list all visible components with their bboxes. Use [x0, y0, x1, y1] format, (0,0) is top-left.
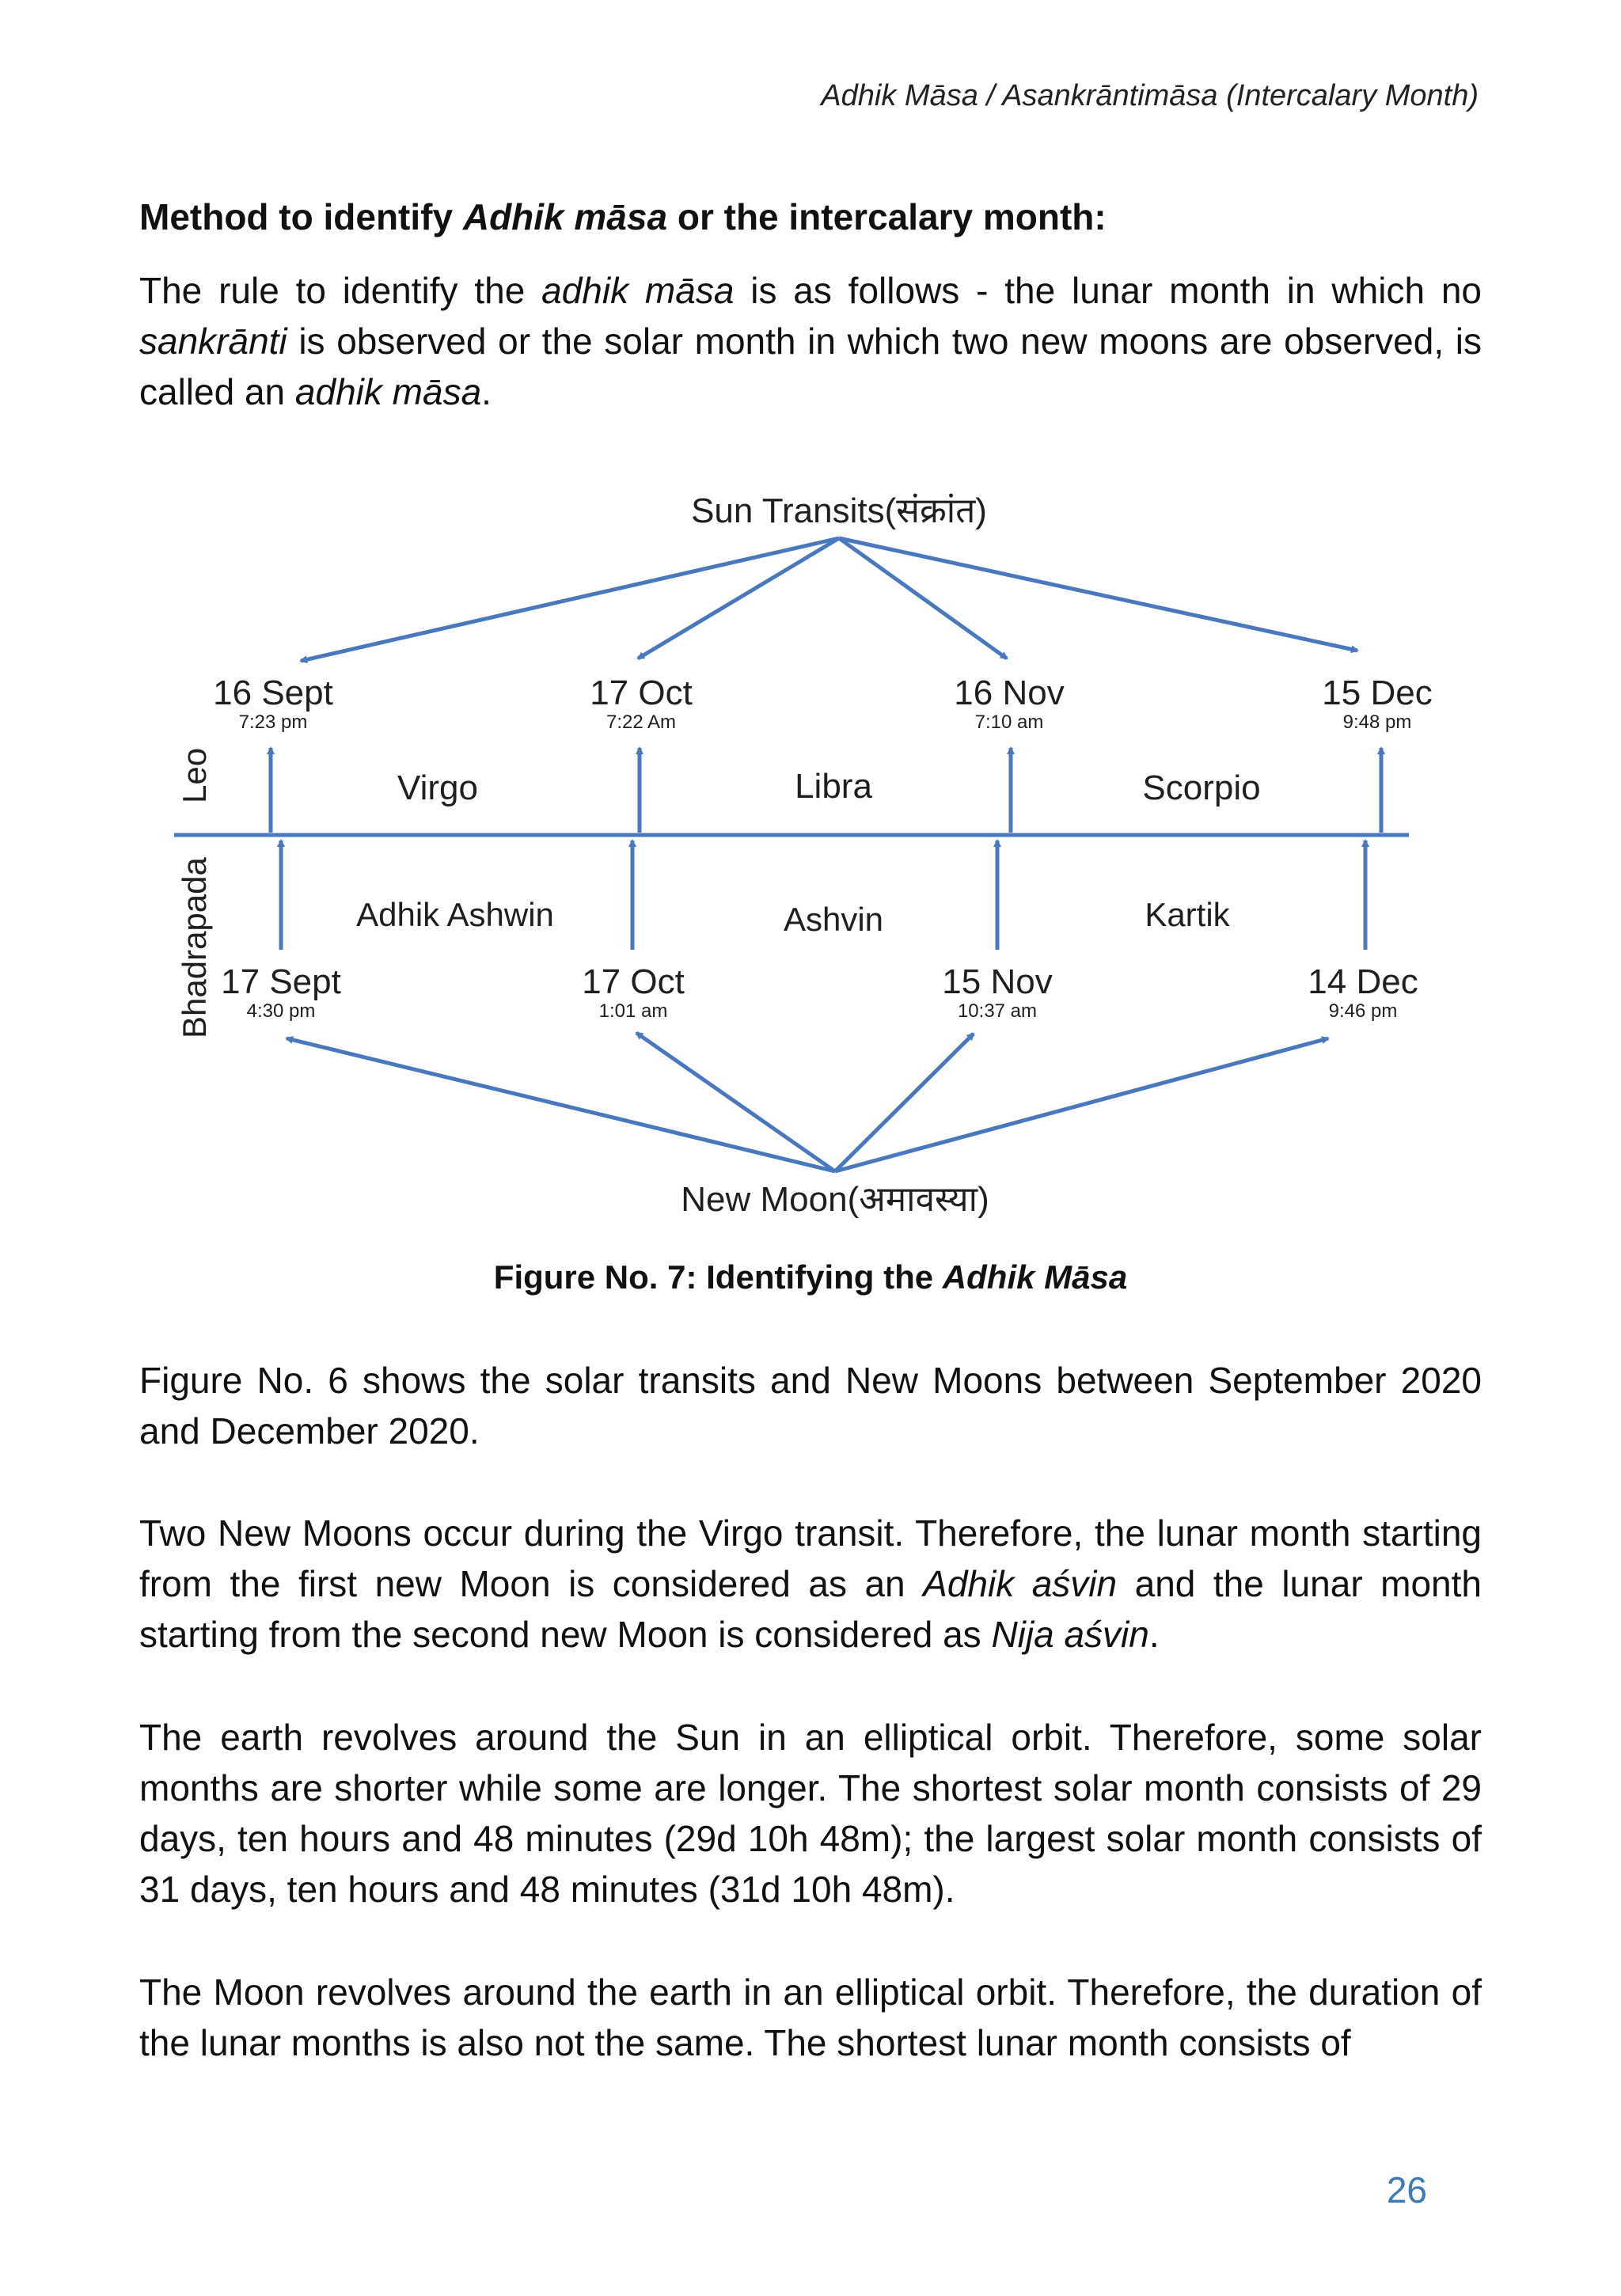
para3-e: .: [1148, 1614, 1160, 1655]
transit-time-1: 7:23 pm: [238, 712, 308, 733]
para1-c: is as follows - the lunar month in which no: [734, 270, 1482, 311]
moon-time-3: 10:37 am: [957, 1000, 1038, 1022]
para3-c: and the lunar month starting from the second new Moon is considered as: [139, 1563, 1482, 1655]
paragraph-virgo-transit: [139, 1508, 1482, 1660]
diagram-lines: [174, 538, 1409, 1171]
transit-time-4: 9:48 pm: [1342, 712, 1412, 733]
sun-arrow-1: [301, 538, 839, 661]
moon-date-4: 14 Dec: [1308, 962, 1418, 1001]
heading-text-a: Method to identify: [139, 196, 463, 237]
moon-date-3: 15 Nov: [942, 962, 1053, 1001]
sun-arrow-2: [638, 538, 839, 658]
para3-a: Two New Moons occur during the Virgo transit. Therefore, the lunar month starting from the first new Moon is considered as an: [139, 1512, 1482, 1604]
para3-b: Adhik aśvin: [923, 1563, 1118, 1604]
transit-date-4: 15 Dec: [1322, 674, 1433, 712]
figure-caption: [0, 1258, 1621, 1296]
caption-text: Figure No. 7: Identifying the: [493, 1258, 943, 1296]
paragraph-rule: [139, 265, 1482, 417]
heading-text-italic: Adhik māsa: [462, 196, 668, 237]
new-moon-label: New Moon(अमावस्या): [681, 1180, 989, 1219]
para1-b: adhik māsa: [541, 270, 735, 311]
transit-diagram: [158, 475, 1464, 1235]
para1-a: The rule to identify the: [139, 270, 542, 311]
paragraph-solar-months: The earth revolves around the Sun in an elliptical orbit. Therefore, some solar months are shorter while some are longer. The shortest solar month consists of 29 days, ten hours and 48 minutes (29d 10h 48m); the largest solar month consists of 31 days, ten hours and 48 minutes (31d 10h 48m).: [139, 1717, 1482, 1910]
page-number: 26: [1386, 2169, 1427, 2211]
transit-time-2: 7:22 Am: [606, 712, 677, 733]
heading-text-c: or the intercalary month:: [667, 196, 1107, 237]
moon-time-1: 4:30 pm: [246, 1000, 316, 1022]
moon-arrow-4: [835, 1038, 1328, 1171]
paragraph-figure-note: Figure No. 6 shows the solar transits and New Moons between September 2020 and December 2020.: [139, 1360, 1482, 1452]
transit-time-3: 7:10 am: [974, 712, 1044, 733]
moon-date-1: 17 Sept: [221, 962, 341, 1001]
sign-scorpio: Scorpio: [1142, 768, 1261, 807]
lunar-month-adhik-ashwin: Adhik Ashwin: [356, 896, 554, 933]
sign-virgo: Virgo: [397, 768, 478, 807]
paragraph-lunar-months: The Moon revolves around the earth in an elliptical orbit. Therefore, the duration of the lunar months is also not the same. The shortest lunar month consists of: [139, 1972, 1482, 2063]
para1-f: adhik māsa: [294, 371, 482, 412]
transit-date-1: 16 Sept: [213, 674, 333, 712]
running-header: Adhik Māsa / Asankrāntimāsa (Intercalary Month): [821, 79, 1479, 112]
moon-arrow-2: [636, 1033, 835, 1171]
sign-libra: Libra: [795, 767, 872, 806]
para1-e: is observed or the solar month in which two new moons are observed, is called an: [139, 321, 1482, 412]
caption-italic: Adhik Māsa: [942, 1258, 1128, 1296]
para1-g: .: [481, 371, 492, 412]
side-label-bhadrapada: Bhadrapada: [176, 857, 213, 1038]
transit-date-3: 16 Nov: [954, 674, 1065, 712]
side-label-leo: Leo: [176, 747, 213, 803]
lunar-month-kartik: Kartik: [1145, 896, 1230, 933]
lunar-month-ashvin: Ashvin: [783, 901, 884, 938]
figure-diagram: [158, 475, 1464, 1235]
moon-date-2: 17 Oct: [582, 962, 685, 1001]
transit-date-2: 17 Oct: [590, 674, 693, 712]
moon-arrow-1: [287, 1038, 835, 1171]
moon-time-2: 1:01 am: [598, 1000, 668, 1022]
para3-d: Nija aśvin: [991, 1614, 1149, 1655]
section-heading: [139, 192, 1482, 242]
sun-transits-label: Sun Transits(संक्रांत): [691, 491, 987, 530]
moon-time-4: 9:46 pm: [1328, 1000, 1398, 1022]
para1-d: sankrānti: [139, 321, 287, 362]
